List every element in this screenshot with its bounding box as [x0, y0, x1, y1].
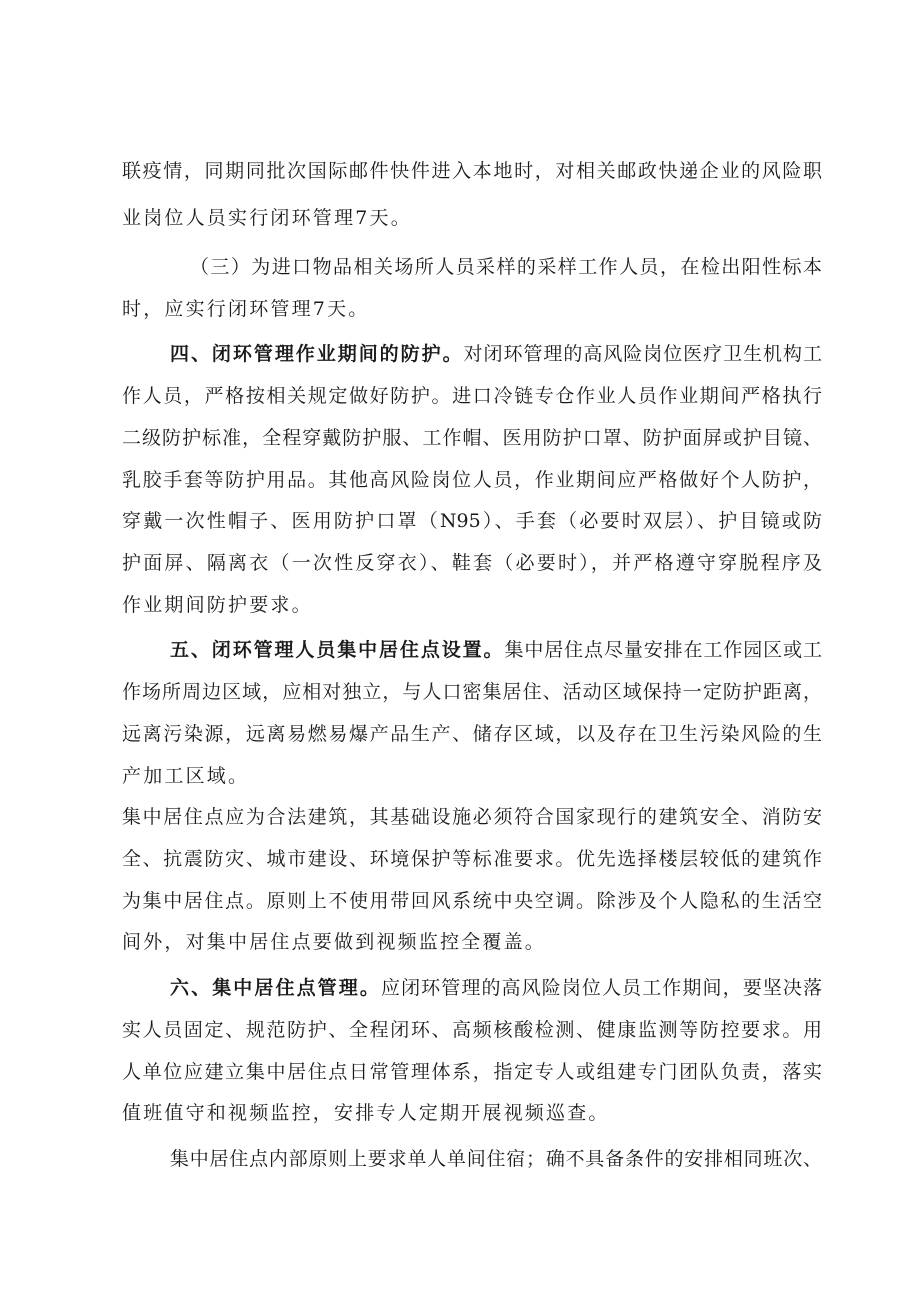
text-line: 为集中居住点。原则上不使用带回风系统中央空调。除涉及个人隐私的生活空 — [122, 890, 822, 912]
text-line: 间外，对集中居住点要做到视频监控全覆盖。 — [122, 931, 547, 953]
text-span: 对闭环管理的高风险岗位医疗卫生机构工 — [463, 343, 822, 365]
text-line: 时，应实行闭环管理7天。 — [122, 298, 370, 320]
text-line: （三）为进口物品相关场所人员采样的采样工作人员，在检出阳性标本 — [190, 256, 822, 278]
section-heading: 五、闭环管理人员集中居住点设置。 — [170, 639, 505, 661]
text-line: 乳胶手套等防护用品。其他高风险岗位人员，作业期间应严格做好个人防护， — [122, 469, 822, 491]
text-line: 作人员，严格按相关规定做好防护。进口冷链专仓作业人员作业期间严格执行 — [122, 385, 822, 407]
section-heading: 六、集中居住点管理。 — [170, 977, 381, 999]
section-heading: 四、闭环管理作业期间的防护。 — [170, 343, 464, 365]
text-line: 全、抗震防灾、城市建设、环境保护等标准要求。优先选择楼层较低的建筑作 — [122, 848, 822, 870]
text-line: 人单位应建立集中居住点日常管理体系，指定专人或组建专门团队负责，落实 — [122, 1061, 822, 1083]
section-6-first-line — [170, 975, 822, 1001]
text-line: 实人员固定、规范防护、全程闭环、高频核酸检测、健康监测等防控要求。用 — [122, 1019, 822, 1041]
text-line: 业岗位人员实行闭环管理7天。 — [122, 207, 412, 229]
text-span: 应闭环管理的高风险岗位人员工作期间，要坚决落 — [380, 977, 822, 999]
text-line: 护面屏、隔离衣（一次性反穿衣）、鞋套（必要时），并严格遵守穿脱程序及 — [122, 552, 822, 574]
section-5-first-line — [170, 637, 822, 663]
text-line: 二级防护标准，全程穿戴防护服、工作帽、医用防护口罩、防护面屏或护目镜、 — [122, 427, 822, 449]
text-line: 远离污染源，远离易燃易爆产品生产、储存区域，以及存在卫生污染风险的生 — [122, 723, 822, 745]
text-line: 集中居住点应为合法建筑，其基础设施必须符合国家现行的建筑安全、消防安 — [122, 806, 822, 828]
text-line: 产加工区域。 — [122, 765, 250, 787]
text-line: 值班值守和视频监控，安排专人定期开展视频巡查。 — [122, 1102, 610, 1124]
text-line: 作场所周边区域，应相对独立，与人口密集居住、活动区域保持一定防护距离， — [122, 681, 822, 703]
text-line: 集中居住点内部原则上要求单人单间住宿；确不具备条件的安排相同班次、 — [170, 1148, 822, 1170]
text-line: 联疫情，同期同批次国际邮件快件进入本地时，对相关邮政快递企业的风险职 — [122, 160, 822, 182]
text-span: 集中居住点尽量安排在工作园区或工 — [504, 639, 822, 661]
text-line: 作业期间防护要求。 — [122, 594, 313, 616]
text-line: 穿戴一次性帽子、医用防护口罩（N95）、手套（必要时双层）、护目镜或防 — [122, 510, 822, 532]
section-4-first-line — [170, 341, 822, 367]
